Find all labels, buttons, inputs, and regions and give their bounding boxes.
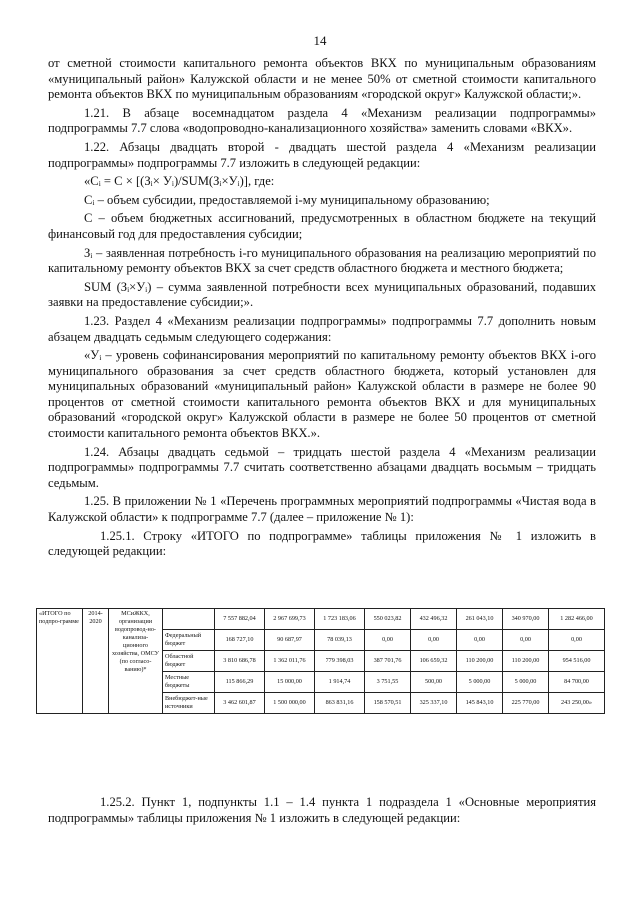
table-cell: 0,00 (411, 630, 457, 651)
table-cell: 90 687,97 (265, 630, 315, 651)
table-cell: 110 200,00 (503, 651, 549, 672)
table-cell: 158 570,51 (365, 693, 411, 714)
table-cell: 500,00 (411, 672, 457, 693)
table-cell (163, 609, 215, 630)
table-cell: 115 866,29 (215, 672, 265, 693)
table-cell: 1 500 000,00 (265, 693, 315, 714)
table-cell: 15 000,00 (265, 672, 315, 693)
table-cell: 1 362 011,76 (265, 651, 315, 672)
table-cell: МСиЖКХ, организации водопровод-но-канализа-ционного хозяйства, ОМСУ (по согласо-ванию)* (109, 609, 163, 714)
table-cell: 168 727,10 (215, 630, 265, 651)
definition-ci: Cᵢ – объем субсидии, предоставляемой i-му муниципальному образованию; (84, 192, 490, 207)
table-cell: 243 250,00» (549, 693, 605, 714)
appendix-table-wrapper (36, 608, 604, 714)
page-number: 14 (313, 33, 327, 48)
paragraph-continuation: от сметной стоимости капитального ремонта объектов ВКХ по муниципальным образованиям «муниципальный район» Калужской области и не менее 50% от сметной стоимости капитального ремонта объектов ВКХ по муниципальным образованиям «городской округ» Калужской области;». (48, 56, 596, 102)
table-cell: 7 557 882,04 (215, 609, 265, 630)
table-cell: 78 039,13 (315, 630, 365, 651)
paragraph-1-25-1: 1.25.1. Строку «ИТОГО по подпрограмме» таблицы приложения № 1 изложить в следующей редакции: (48, 528, 596, 559)
paragraph-1-25: 1.25. В приложении № 1 «Перечень программных мероприятий подпрограммы «Чистая вода в Калужской области» к подпрограмме 7.7 (далее – приложение № 1): (48, 494, 596, 525)
paragraph-1-22: 1.22. Абзацы двадцать второй - двадцать шестой раздела 4 «Механизм реализации подпрограммы» подпрограммы 7.7 изложить в следующей редакции: (48, 139, 596, 170)
table-cell: 110 200,00 (457, 651, 503, 672)
table-cell: 1 723 183,06 (315, 609, 365, 630)
table-cell: 0,00 (457, 630, 503, 651)
table-cell: 3 462 601,87 (215, 693, 265, 714)
table-cell: 145 843,10 (457, 693, 503, 714)
definition-c: C – объем бюджетных ассигнований, предусмотренных в областном бюджете на текущий финансовый год для предоставления субсидии; (48, 211, 596, 241)
table-cell: 863 831,16 (315, 693, 365, 714)
table-cell: 261 043,10 (457, 609, 503, 630)
definition-ui: «Уᵢ – уровень софинансирования мероприятий по капитальному ремонту объектов ВКХ i-ого муниципального образования за счет средств областного бюджета, который установлен для муниципальных образований «муниципальный район» Калужской области в размере не более 90 процентов от сметной стоимости капитального ремонта объектов ВКХ и для муниципальных образований «городской округ» Калужской области в размере не более 50 процентов от сметной стоимости капитального ремонта объектов ВКХ.». (48, 348, 596, 441)
table-cell: 779 398,03 (315, 651, 365, 672)
table-cell: 0,00 (549, 630, 605, 651)
table-cell: 225 770,00 (503, 693, 549, 714)
table-cell: 1 914,74 (315, 672, 365, 693)
formula: «Cᵢ = C × [(Зᵢ× Уᵢ)/SUM(Зᵢ×Уᵢ)], где: (84, 174, 275, 189)
table-cell: 432 496,32 (411, 609, 457, 630)
definition-sum: SUM (Зᵢ×Уᵢ) – сумма заявленной потребности всех муниципальных образований, подавших заявки на предоставление субсидии;». (48, 279, 596, 310)
table-cell: 1 282 466,00 (549, 609, 605, 630)
table-cell: 954 516,00 (549, 651, 605, 672)
table-cell: 3 810 686,78 (215, 651, 265, 672)
table-row (37, 609, 605, 630)
document-body (48, 56, 596, 563)
paragraph-1-21: 1.21. В абзаце восемнадцатом раздела 4 «Механизм реализации подпрограммы» подпрограммы 7.7 слова «водопроводно-канализационного хозяйства» заменить словами «ВКХ». (48, 105, 596, 136)
table-cell: 0,00 (365, 630, 411, 651)
paragraph-1-25-2: 1.25.2. Пункт 1, подпункты 1.1 – 1.4 пункта 1 подраздела 1 «Основные мероприятия подпрограммы» таблицы приложения № 1 изложить в следующей редакции: (48, 795, 596, 825)
appendix-table (36, 608, 605, 714)
table-cell: 340 970,00 (503, 609, 549, 630)
table-cell: 2014-2020 (83, 609, 109, 714)
table-cell: 325 337,10 (411, 693, 457, 714)
paragraph-1-23: 1.23. Раздел 4 «Механизм реализации подпрограммы» подпрограммы 7.7 дополнить новым абзацем двадцать седьмым следующего содержания: (48, 313, 596, 344)
definition-zi: Зᵢ – заявленная потребность i-го муниципального образования на реализацию мероприятий по капитальному ремонту объектов ВКХ за счет средств областного бюджета и местного бюджета; (48, 245, 596, 276)
table-cell: «ИТОГО по подпро-грамме (37, 609, 83, 714)
table-cell: 5 000,00 (503, 672, 549, 693)
table-cell: 5 000,00 (457, 672, 503, 693)
table-cell: Федеральный бюджет (163, 630, 215, 651)
table-cell: 387 701,76 (365, 651, 411, 672)
table-cell: 2 967 699,73 (265, 609, 315, 630)
table-cell: 84 700,00 (549, 672, 605, 693)
table-cell: 0,00 (503, 630, 549, 651)
table-cell: Внебюджет-ные источники (163, 693, 215, 714)
table-cell: Местные бюджеты (163, 672, 215, 693)
table-cell: 3 751,55 (365, 672, 411, 693)
after-table-text (48, 795, 596, 826)
paragraph-1-24: 1.24. Абзацы двадцать седьмой – тридцать шестой раздела 4 «Механизм реализации подпрограммы» подпрограммы 7.7 считать соответственно абзацами двадцать восьмым – тридцать седьмым. (48, 444, 596, 490)
table-cell: 106 659,32 (411, 651, 457, 672)
table-cell: Областной бюджет (163, 651, 215, 672)
table-cell: 550 023,82 (365, 609, 411, 630)
